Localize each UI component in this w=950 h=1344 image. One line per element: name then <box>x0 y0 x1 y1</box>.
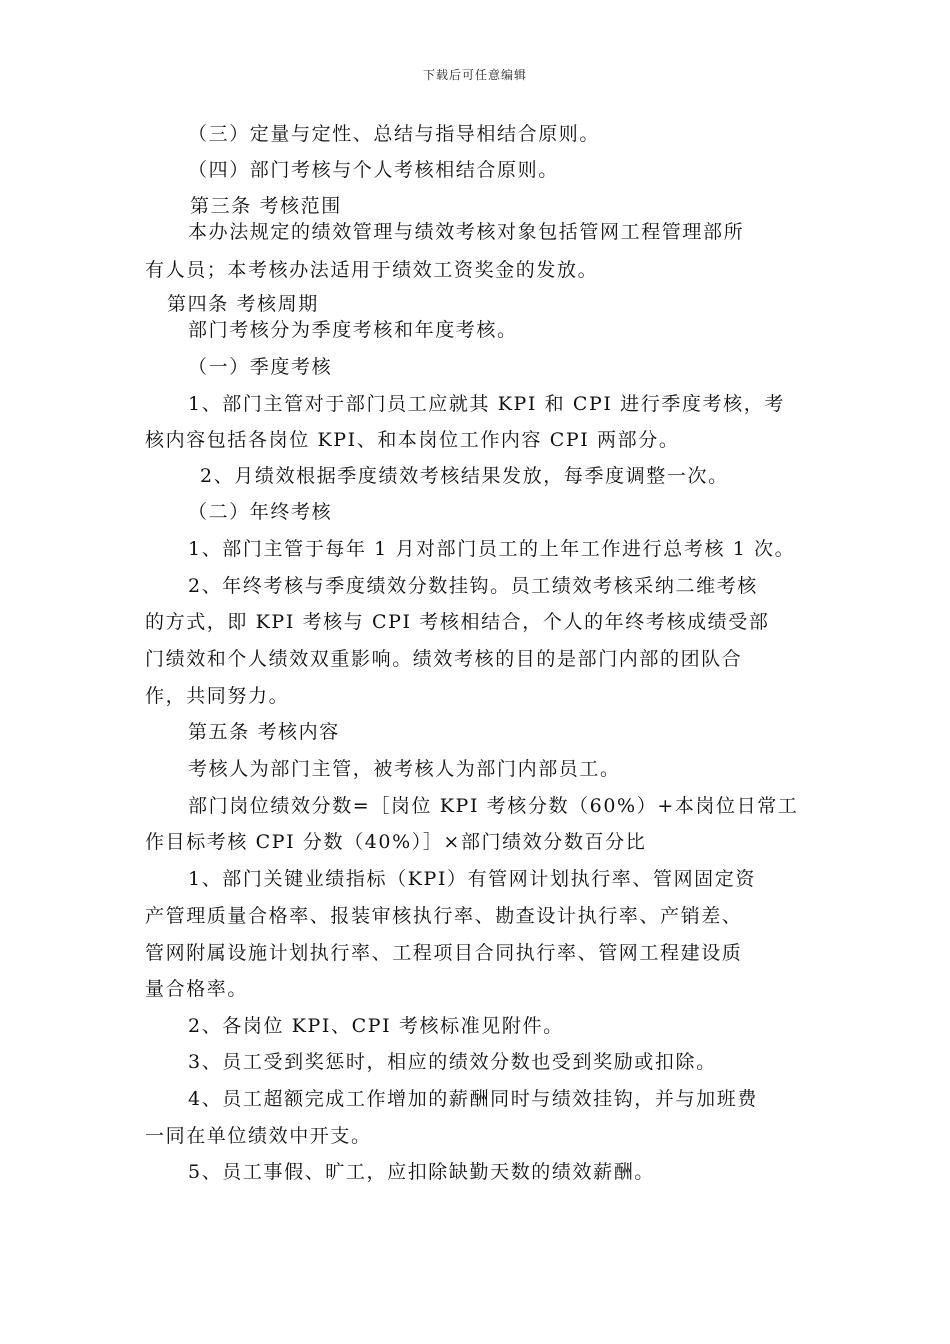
text-line: （一）季度考核 <box>188 356 333 378</box>
section-heading: 第三条 考核范围 <box>190 195 342 217</box>
text-line: 管网附属设施计划执行率、工程项目合同执行率、管网工程建设质 <box>145 942 743 964</box>
text-line: （四）部门考核与个人考核相结合原则。 <box>188 159 559 181</box>
text-line: 2、各岗位 KPI、CPI 考核标准见附件。 <box>188 1015 564 1037</box>
text-line: 2、月绩效根据季度绩效考核结果发放，每季度调整一次。 <box>200 465 729 487</box>
text-line: 有人员；本考核办法适用于绩效工资奖金的发放。 <box>145 259 599 281</box>
text-line: 核内容包括各岗位 KPI、和本岗位工作内容 CPI 两部分。 <box>145 429 680 451</box>
text-line: 本办法规定的绩效管理与绩效考核对象包括管网工程管理部所 <box>188 221 745 243</box>
section-heading: 第五条 考核内容 <box>188 721 340 743</box>
text-line: 部门岗位绩效分数=［岗位 KPI 考核分数（60%）+本岗位日常工 <box>188 795 799 817</box>
page-header: 下载后可任意编辑 <box>422 68 527 82</box>
text-line: 作目标考核 CPI 分数（40%）］×部门绩效分数百分比 <box>145 831 647 853</box>
text-line: （三）定量与定性、总结与指导相结合原则。 <box>188 123 601 145</box>
text-line: 一同在单位绩效中开支。 <box>145 1125 372 1147</box>
text-line: 5、员工事假、旷工，应扣除缺勤天数的绩效薪酬。 <box>188 1161 655 1183</box>
text-line: 量合格率。 <box>145 978 249 1000</box>
text-line: 2、年终考核与季度绩效分数挂钩。员工绩效考核采纳二维考核 <box>188 575 758 597</box>
text-line: 的方式，即 KPI 考核与 CPI 考核相结合，个人的年终考核成绩受部 <box>145 611 770 633</box>
text-line: 1、部门主管对于部门员工应就其 KPI 和 CPI 进行季度考核，考 <box>188 393 785 415</box>
text-line: 考核人为部门主管，被考核人为部门内部员工。 <box>188 758 621 780</box>
text-line: 产管理质量合格率、报装审核执行率、勘查设计执行率、产销差、 <box>145 905 743 927</box>
text-line: （二）年终考核 <box>188 501 333 523</box>
text-line: 1、部门关键业绩指标（KPI）有管网计划执行率、管网固定资 <box>188 868 756 890</box>
text-line: 作，共同努力。 <box>145 685 290 707</box>
text-line: 门绩效和个人绩效双重影响。绩效考核的目的是部门内部的团队合 <box>145 648 743 670</box>
text-line: 1、部门主管于每年 1 月对部门员工的上年工作进行总考核 1 次。 <box>188 538 796 560</box>
section-heading: 第四条 考核周期 <box>167 293 319 315</box>
text-line: 3、员工受到奖惩时，相应的绩效分数也受到奖励或扣除。 <box>188 1051 717 1073</box>
text-line: 部门考核分为季度考核和年度考核。 <box>188 319 518 341</box>
text-line: 4、员工超额完成工作增加的薪酬同时与绩效挂钩，并与加班费 <box>188 1088 758 1110</box>
